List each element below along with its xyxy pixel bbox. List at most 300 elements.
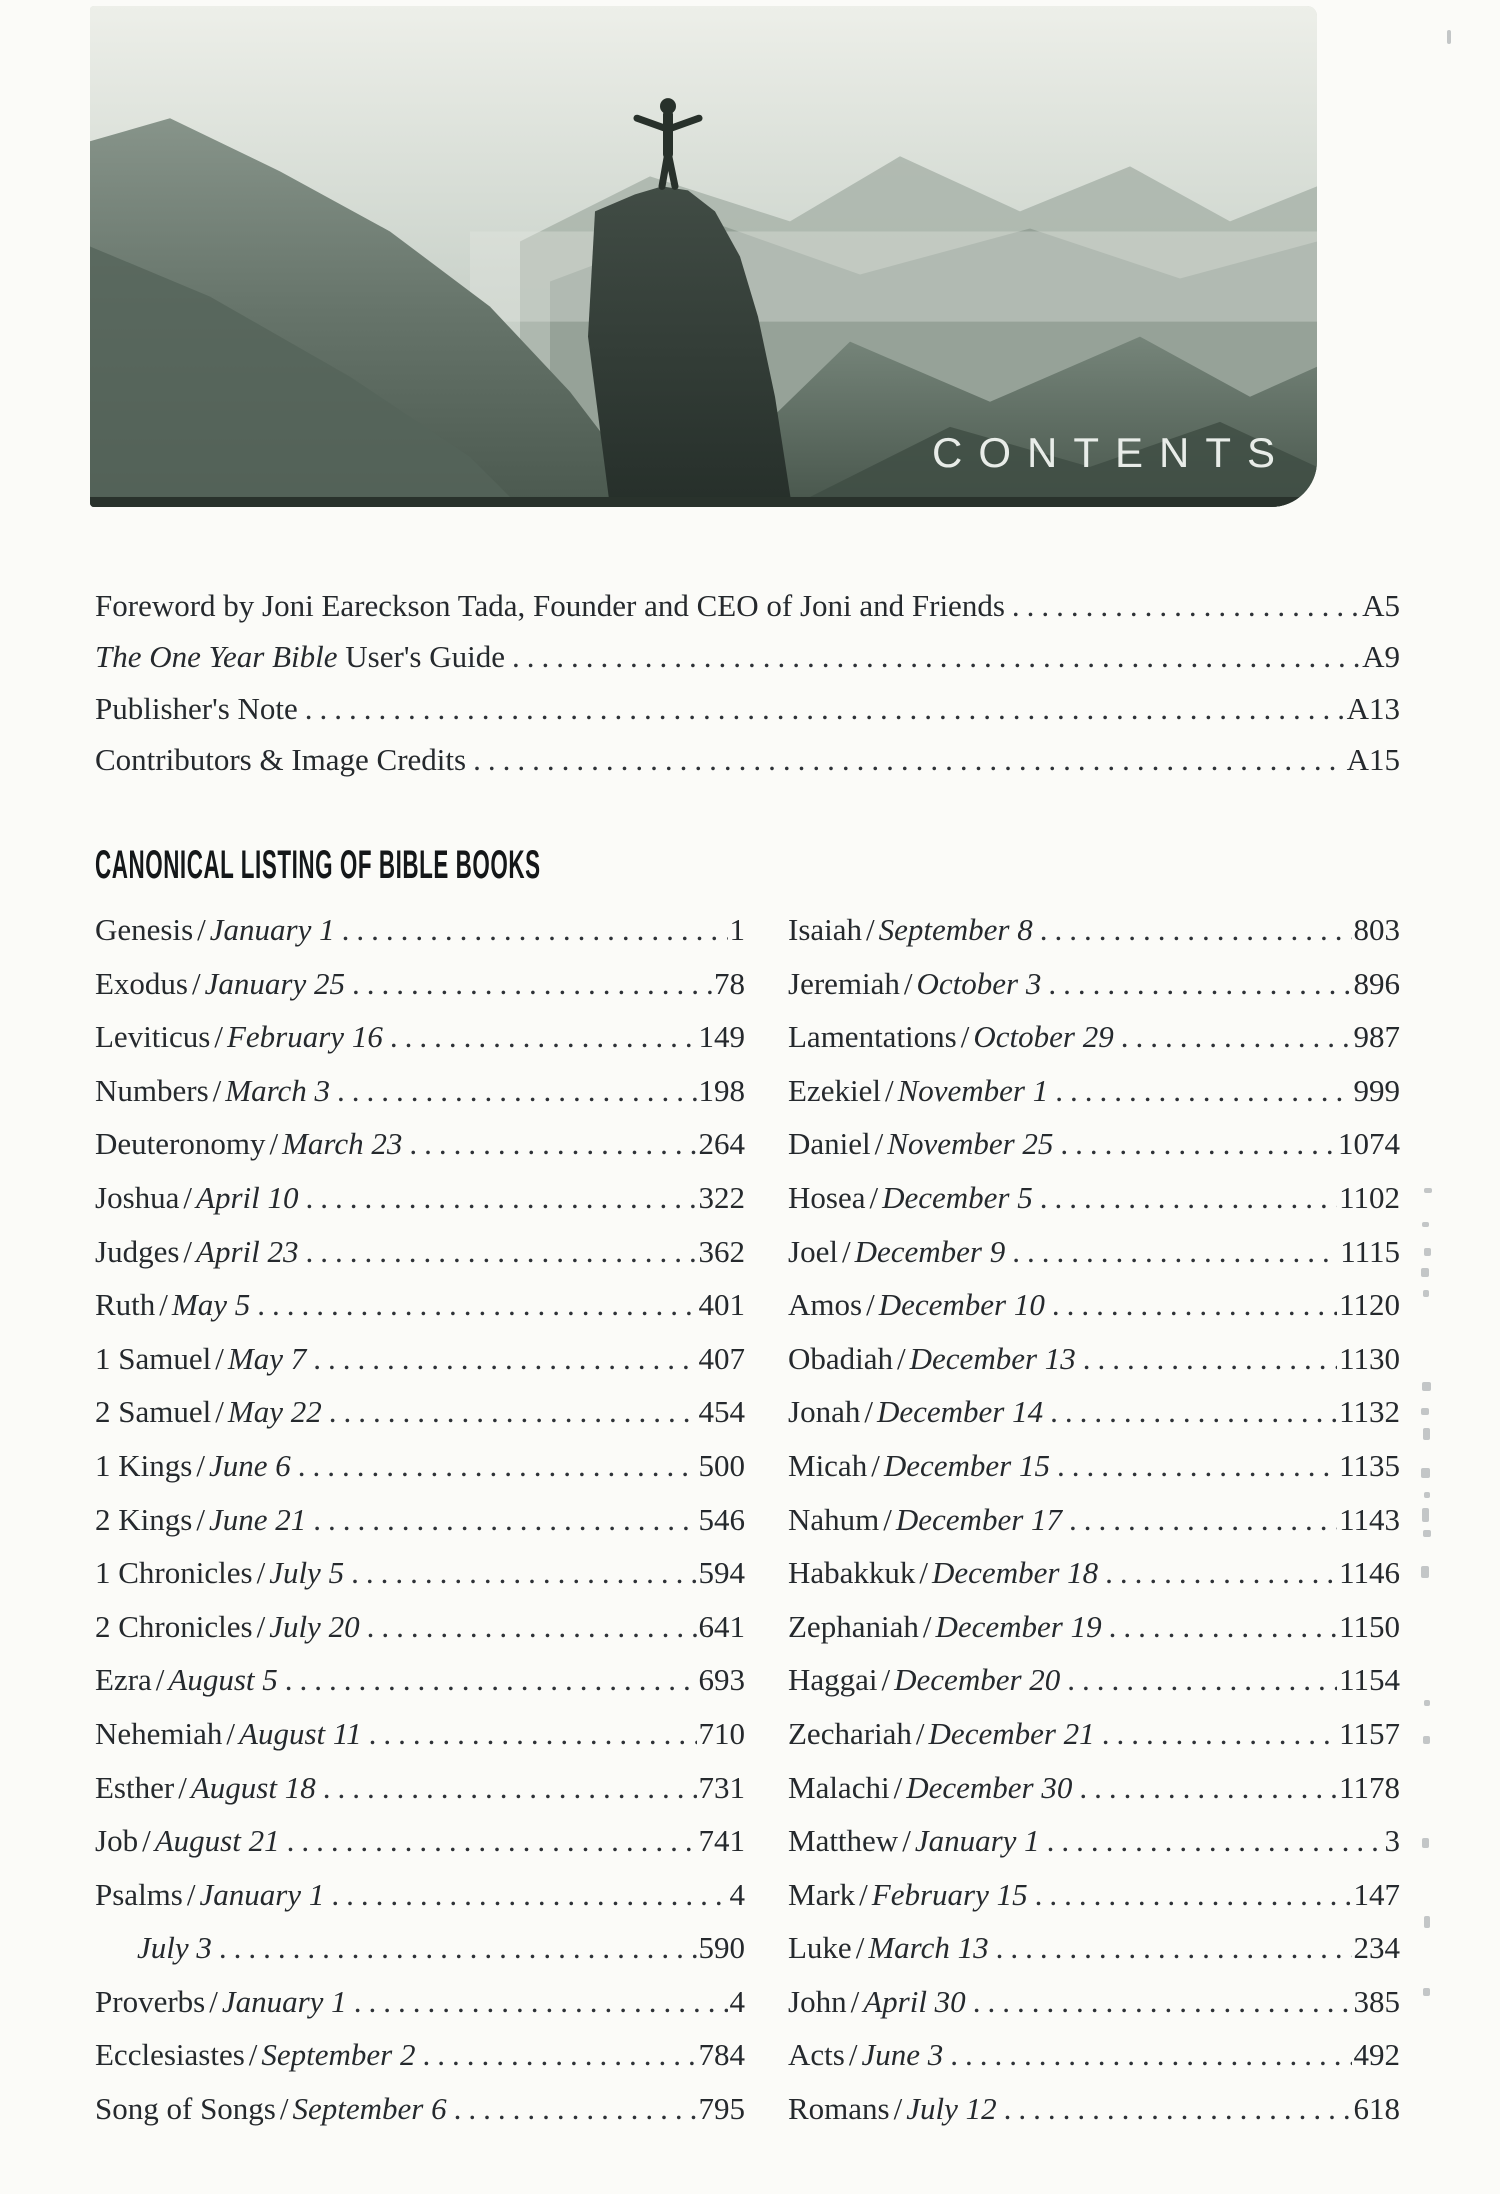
entry-page-number: 1154 <box>1339 1662 1400 1698</box>
separator: / <box>859 1876 868 1912</box>
entry-title: 2 Samuel / May 22 <box>95 1394 322 1430</box>
separator: / <box>902 1823 911 1859</box>
entry-title: Deuteronomy / March 23 <box>95 1126 403 1162</box>
book-entry <box>95 1126 745 1180</box>
separator: / <box>215 1340 224 1376</box>
entry-date: June 21 <box>208 1501 307 1537</box>
separator: / <box>883 1501 892 1537</box>
separator: / <box>196 1447 205 1483</box>
entry-page-number: 1150 <box>1339 1608 1400 1644</box>
separator: / <box>874 1126 884 1162</box>
entry-page-number: 693 <box>698 1662 745 1698</box>
entry-date: February 15 <box>871 1876 1028 1912</box>
entry-date: January 1 <box>914 1823 1040 1859</box>
scan-artifact-mark <box>1421 1408 1429 1415</box>
book-entry <box>95 1984 745 2038</box>
front-matter-entry <box>95 588 1400 639</box>
entry-title: Obadiah / December 13 <box>788 1340 1076 1376</box>
dot-leader <box>1067 1662 1337 1698</box>
book-entry <box>788 1716 1400 1770</box>
dot-leader <box>298 1448 697 1484</box>
entry-date: April 10 <box>196 1179 299 1215</box>
entry-title: Numbers / March 3 <box>95 1072 331 1108</box>
book-entry <box>788 912 1400 966</box>
entry-title: Esther / August 18 <box>95 1769 316 1805</box>
entry-date: June 6 <box>208 1447 291 1483</box>
entry-date: December 13 <box>909 1340 1076 1376</box>
section-heading: CANONICAL LISTING OF BIBLE BOOKS <box>95 843 541 887</box>
entry-title: Judges / April 23 <box>95 1233 299 1269</box>
entry-page-number: 454 <box>698 1394 745 1430</box>
separator: / <box>915 1715 925 1751</box>
entry-date: August 18 <box>190 1769 316 1805</box>
dot-leader <box>1047 1823 1383 1859</box>
book-entry <box>788 1502 1400 1556</box>
dot-leader <box>323 1770 697 1806</box>
entry-title: Joel / December 9 <box>788 1233 1006 1269</box>
entry-date: July 12 <box>906 2091 997 2127</box>
dot-leader <box>351 1555 696 1591</box>
dot-leader <box>313 1502 696 1538</box>
entry-date: December 18 <box>932 1555 1099 1591</box>
canonical-right-column <box>788 912 1400 2145</box>
scan-artifact-mark <box>1423 1428 1430 1440</box>
entry-page-number: A5 <box>1362 588 1400 623</box>
entry-date: April 23 <box>196 1233 299 1269</box>
separator: / <box>186 1876 196 1912</box>
scan-artifact-mark <box>1421 1566 1429 1578</box>
entry-page-number: 741 <box>698 1823 745 1859</box>
entry-date: June 3 <box>861 2037 944 2073</box>
entry-date: May 22 <box>227 1394 322 1430</box>
book-entry <box>95 912 745 966</box>
entry-date: December 20 <box>894 1662 1061 1698</box>
separator: / <box>197 912 206 947</box>
entry-date: April 30 <box>863 1983 966 2019</box>
scan-artifact-mark <box>1421 1468 1430 1478</box>
scan-artifact-mark <box>1422 1382 1431 1391</box>
entry-page-number: 362 <box>698 1233 745 1269</box>
entry-title: Jonah / December 14 <box>788 1394 1044 1430</box>
dot-leader <box>454 2091 697 2127</box>
separator: / <box>903 965 913 1001</box>
entry-page-number: 594 <box>698 1555 745 1591</box>
dot-leader <box>1052 1287 1337 1323</box>
separator: / <box>897 1340 906 1376</box>
separator: / <box>869 1179 879 1215</box>
scan-artifact-mark <box>1422 1222 1429 1227</box>
entry-page-number: 590 <box>698 1930 745 1966</box>
entry-date: December 5 <box>882 1179 1033 1215</box>
entry-title: Mark / February 15 <box>788 1876 1028 1912</box>
book-entry <box>788 1019 1400 1073</box>
separator: / <box>215 1394 224 1430</box>
book-entry <box>788 1609 1400 1663</box>
entry-date: January 1 <box>221 1983 347 2019</box>
entry-title: Ezra / August 5 <box>95 1662 278 1698</box>
entry-title: Psalms / January 1 <box>95 1876 325 1912</box>
separator: / <box>850 1983 860 2019</box>
entry-page-number: 546 <box>698 1501 745 1537</box>
book-entry <box>788 1073 1400 1127</box>
scan-artifact-mark <box>1423 1736 1430 1744</box>
dot-leader <box>257 1287 696 1323</box>
book-entry <box>95 2091 745 2145</box>
separator: / <box>226 1715 236 1751</box>
entry-title: Proverbs / January 1 <box>95 1983 347 2019</box>
dot-leader <box>1040 1180 1337 1216</box>
dot-leader <box>352 966 712 1002</box>
entry-title: Ruth / May 5 <box>95 1287 251 1323</box>
entry-date: December 15 <box>883 1447 1050 1483</box>
book-entry <box>788 1770 1400 1824</box>
canonical-listing <box>95 912 1400 2145</box>
entry-date: August 11 <box>239 1715 362 1751</box>
entry-title: Zechariah / December 21 <box>788 1715 1095 1751</box>
page-title: CONTENTS <box>932 429 1291 476</box>
entry-title: Ezekiel / November 1 <box>788 1072 1049 1108</box>
dot-leader <box>409 1126 696 1162</box>
entry-title: Haggai / December 20 <box>788 1662 1061 1698</box>
book-entry <box>788 1126 1400 1180</box>
entry-date: January 25 <box>204 965 345 1001</box>
entry-page-number: A15 <box>1346 741 1400 777</box>
entry-title: Job / August 21 <box>95 1823 280 1859</box>
entry-page-number: 784 <box>698 2037 745 2073</box>
book-entry <box>95 1770 745 1824</box>
separator: / <box>864 1394 873 1430</box>
entry-date: July 3 <box>137 1930 212 1966</box>
entry-title: Ecclesiastes / September 2 <box>95 2037 416 2073</box>
entry-page-number: 1 <box>729 912 745 947</box>
book-entry <box>788 1930 1400 1984</box>
dot-leader <box>1069 1502 1337 1538</box>
scan-artifact-mark <box>1424 1248 1431 1256</box>
book-entry <box>95 1609 745 1663</box>
entry-title: Isaiah / September 8 <box>788 912 1033 947</box>
entry-date: December 14 <box>876 1394 1044 1430</box>
separator: / <box>196 1501 205 1537</box>
separator: / <box>866 1287 875 1323</box>
book-entry <box>95 1019 745 1073</box>
scan-artifact-mark <box>1422 1838 1429 1848</box>
separator: / <box>848 2037 858 2073</box>
book-entry <box>788 1448 1400 1502</box>
entry-date: August 21 <box>154 1823 280 1859</box>
dot-leader <box>337 1073 696 1109</box>
entry-page-number: 4 <box>729 1983 745 2019</box>
dot-leader <box>1121 1019 1352 1055</box>
entry-page-number: 1157 <box>1339 1715 1400 1751</box>
separator: / <box>893 1769 903 1805</box>
scan-artifact-mark <box>1447 30 1451 44</box>
book-entry <box>788 1555 1400 1609</box>
entry-page-number: 234 <box>1353 1930 1400 1966</box>
entry-title: Leviticus / February 16 <box>95 1019 383 1055</box>
book-entry <box>95 1234 745 1288</box>
entry-date: December 30 <box>906 1769 1073 1805</box>
separator: / <box>960 1019 970 1055</box>
entry-title: Lamentations / October 29 <box>788 1019 1114 1055</box>
entry-page-number: A9 <box>1362 639 1400 675</box>
entry-page-number: 1143 <box>1339 1501 1400 1537</box>
separator: / <box>155 1662 165 1698</box>
entry-date: July 5 <box>269 1555 345 1591</box>
separator: / <box>212 1072 222 1108</box>
dot-leader <box>369 1716 697 1752</box>
separator: / <box>183 1233 193 1269</box>
book-entry <box>95 1877 745 1931</box>
scan-artifact-mark <box>1424 1492 1430 1498</box>
book-entry <box>788 2091 1400 2145</box>
dot-leader <box>1040 912 1352 948</box>
entry-page-number: 1178 <box>1339 1769 1400 1805</box>
book-entry <box>95 2037 745 2091</box>
book-entry <box>788 1877 1400 1931</box>
dot-leader <box>354 1984 728 2020</box>
dot-leader <box>996 1930 1352 1966</box>
dot-leader <box>1057 1448 1337 1484</box>
scan-artifact-mark <box>1424 1916 1430 1928</box>
dot-leader <box>390 1019 697 1055</box>
entry-date: October 29 <box>973 1019 1114 1055</box>
dot-leader <box>313 1341 696 1377</box>
entry-title: Habakkuk / December 18 <box>788 1555 1099 1591</box>
entry-title: Exodus / January 25 <box>95 965 345 1001</box>
book-entry <box>95 1341 745 1395</box>
entry-page-number: 803 <box>1353 912 1400 947</box>
entry-page-number: 1130 <box>1339 1340 1400 1376</box>
scan-artifact-mark <box>1423 1988 1430 1996</box>
entry-page-number: 1102 <box>1339 1179 1400 1215</box>
separator: / <box>214 1019 223 1055</box>
dot-leader <box>285 1662 697 1698</box>
entry-date: May 7 <box>227 1340 307 1376</box>
entry-title: Zephaniah / December 19 <box>788 1608 1102 1644</box>
entry-title: Song of Songs / September 6 <box>95 2091 447 2127</box>
dot-leader <box>1035 1877 1352 1913</box>
entry-page-number: 500 <box>698 1447 745 1483</box>
entry-title: Genesis / January 1 <box>95 912 335 947</box>
dot-leader <box>305 691 1345 727</box>
entry-date: December 10 <box>878 1287 1045 1323</box>
separator: / <box>866 912 875 947</box>
separator: / <box>922 1608 932 1644</box>
entry-date: December 19 <box>935 1608 1102 1644</box>
dot-leader <box>1102 1716 1337 1752</box>
entry-page-number: 1146 <box>1339 1555 1400 1591</box>
entry-date: January 1 <box>199 1876 325 1912</box>
separator: / <box>142 1823 151 1859</box>
entry-date: September 8 <box>878 912 1033 947</box>
separator: / <box>209 1983 218 2019</box>
entry-title: Malachi / December 30 <box>788 1769 1073 1805</box>
entry-title: Nahum / December 17 <box>788 1501 1063 1537</box>
entry-title: John / April 30 <box>788 1983 966 2019</box>
book-entry <box>95 1394 745 1448</box>
entry-date: August 5 <box>168 1662 278 1698</box>
book-entry <box>95 1930 745 1984</box>
entry-title: 2 Chronicles / July 20 <box>95 1608 360 1644</box>
separator: / <box>192 965 201 1001</box>
entry-page-number: 4 <box>729 1876 745 1912</box>
entry-page-number: 322 <box>698 1179 745 1215</box>
entry-page-number: 999 <box>1353 1072 1400 1108</box>
entry-title: Jeremiah / October 3 <box>788 965 1042 1001</box>
entry-title: Romans / July 12 <box>788 2091 997 2127</box>
scan-artifact-mark <box>1423 1290 1429 1297</box>
entry-date: March 23 <box>282 1126 403 1162</box>
entry-date: December 17 <box>895 1501 1063 1537</box>
dot-leader <box>1050 1394 1337 1430</box>
entry-date: March 13 <box>868 1930 989 1966</box>
entry-page-number: 385 <box>1353 1983 1400 2019</box>
front-matter-entry <box>95 639 1400 690</box>
entry-title: The One Year Bible User's Guide <box>95 639 505 675</box>
book-entry <box>788 1234 1400 1288</box>
book-entry <box>788 1394 1400 1448</box>
scan-artifact-mark <box>1424 1188 1432 1193</box>
dot-leader <box>329 1394 697 1430</box>
entry-date: March 3 <box>225 1072 331 1108</box>
book-entry <box>95 1448 745 1502</box>
entry-title: Joshua / April 10 <box>95 1179 299 1215</box>
dot-leader <box>367 1609 697 1645</box>
entry-page-number: 731 <box>698 1769 745 1805</box>
entry-page-number: 401 <box>698 1287 745 1323</box>
front-matter-entry <box>95 742 1400 793</box>
entry-title: Nehemiah / August 11 <box>95 1715 362 1751</box>
book-entry <box>95 1716 745 1770</box>
entry-title: Micah / December 15 <box>788 1447 1050 1483</box>
book-entry <box>788 2037 1400 2091</box>
book-entry <box>95 1823 745 1877</box>
separator: / <box>871 1447 880 1483</box>
book-entry <box>788 1823 1400 1877</box>
separator: / <box>919 1555 929 1591</box>
dot-leader <box>1079 1770 1337 1806</box>
book-entry <box>788 1984 1400 2038</box>
entry-page-number: 149 <box>698 1019 745 1055</box>
scan-artifact-mark <box>1424 1700 1430 1706</box>
book-entry <box>95 1180 745 1234</box>
separator: / <box>855 1930 865 1966</box>
entry-page-number: 710 <box>698 1715 745 1751</box>
entry-title: Foreword by Joni Eareckson Tada, Founder and CEO of Joni and Friends <box>95 588 1005 623</box>
entry-page-number: 896 <box>1353 965 1400 1001</box>
entry-date: January 1 <box>209 912 335 947</box>
entry-page-number: 147 <box>1353 1876 1400 1912</box>
entry-page-number: 1132 <box>1339 1394 1400 1430</box>
header-photo <box>90 6 1317 507</box>
book-entry <box>95 1555 745 1609</box>
entry-date: May 5 <box>171 1287 251 1323</box>
entry-page-number: 987 <box>1353 1019 1400 1055</box>
dot-leader <box>306 1234 697 1270</box>
separator: / <box>884 1072 894 1108</box>
scan-artifact-mark <box>1421 1268 1429 1277</box>
dot-leader <box>287 1823 697 1859</box>
entry-title: 1 Kings / June 6 <box>95 1447 291 1483</box>
separator: / <box>248 2037 258 2073</box>
entry-page-number: 1120 <box>1339 1287 1400 1323</box>
dot-leader <box>1109 1609 1338 1645</box>
entry-date: July 20 <box>269 1608 360 1644</box>
separator: / <box>256 1608 266 1644</box>
book-entry <box>95 1502 745 1556</box>
dot-leader <box>342 912 728 948</box>
separator: / <box>269 1126 279 1162</box>
entry-page-number: 618 <box>1353 2091 1400 2127</box>
dot-leader <box>306 1180 697 1216</box>
dot-leader <box>512 639 1360 675</box>
front-matter-list <box>95 588 1400 793</box>
book-entry <box>788 1662 1400 1716</box>
entry-title: Hosea / December 5 <box>788 1179 1033 1215</box>
canonical-left-column <box>95 912 745 2145</box>
dot-leader <box>1083 1341 1337 1377</box>
entry-page-number: 78 <box>714 965 745 1001</box>
entry-title: Daniel / November 25 <box>788 1126 1054 1162</box>
entry-page-number: 492 <box>1353 2037 1400 2073</box>
book-entry <box>95 1073 745 1127</box>
entry-page-number: 795 <box>698 2091 745 2127</box>
entry-title: 2 Kings / June 21 <box>95 1501 307 1537</box>
dot-leader <box>219 1930 697 1966</box>
separator: / <box>881 1662 891 1698</box>
entry-title: 1 Samuel / May 7 <box>95 1340 307 1376</box>
entry-page-number: A13 <box>1346 690 1400 726</box>
entry-date: December 21 <box>928 1715 1095 1751</box>
entry-page-number: 641 <box>698 1608 745 1644</box>
scan-artifact-mark <box>1423 1530 1431 1537</box>
dot-leader <box>422 2037 696 2073</box>
dot-leader <box>1012 1234 1338 1270</box>
book-entry <box>788 966 1400 1020</box>
entry-date: September 6 <box>292 2091 447 2127</box>
dot-leader <box>1048 966 1351 1002</box>
dot-leader <box>950 2037 1351 2073</box>
entry-page-number: 407 <box>698 1340 745 1376</box>
entry-page-number: 1074 <box>1338 1126 1400 1162</box>
book-entry <box>95 1662 745 1716</box>
separator: / <box>178 1769 187 1805</box>
book-entry <box>788 1341 1400 1395</box>
book-entry <box>95 966 745 1020</box>
entry-date: December 9 <box>854 1233 1006 1269</box>
entry-date: February 16 <box>226 1019 383 1055</box>
entry-title: Acts / June 3 <box>788 2037 944 2073</box>
separator: / <box>893 2091 903 2127</box>
entry-page-number: 3 <box>1384 1823 1400 1859</box>
entry-date: November 1 <box>897 1072 1049 1108</box>
book-entry <box>95 1287 745 1341</box>
entry-title: Luke / March 13 <box>788 1930 989 1966</box>
entry-date: November 25 <box>887 1126 1054 1162</box>
entry-title <box>137 1930 212 1966</box>
entry-page-number: 264 <box>698 1126 745 1162</box>
separator: / <box>159 1287 168 1323</box>
scan-artifact-mark <box>1422 1508 1429 1522</box>
dot-leader <box>473 742 1345 778</box>
separator: / <box>279 2091 289 2127</box>
entry-title: Publisher's Note <box>95 690 298 726</box>
book-entry <box>788 1287 1400 1341</box>
dot-leader <box>1055 1073 1351 1109</box>
entry-page-number: 1115 <box>1340 1233 1400 1269</box>
separator: / <box>183 1179 193 1215</box>
separator: / <box>256 1555 266 1591</box>
